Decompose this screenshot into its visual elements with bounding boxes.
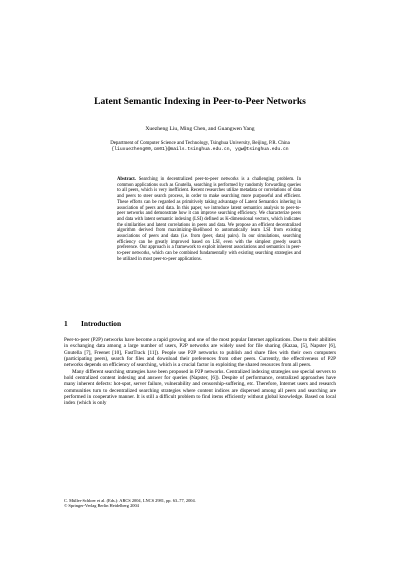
affiliation-department: Department of Computer Science and Technology, Tsinghua University, Beijing, P.R. China xyxy=(110,141,290,146)
section-body xyxy=(64,337,336,407)
section-number: 1 xyxy=(64,319,68,328)
abstract-text: Searching in decentralized peer-to-peer networks is a challenging problem. In common applications such as Gnutella, searching is performed by randomly forwarding queries to all peers, which is very inefficient. Recent researches utilize metadata or correlations of data and peers to steer search process, in order to make searching more purposeful and efficient. These efforts can be regarded as primitively taking advantage of Latent Semantics inhering in association of peers and data. In this paper, we introduce latent semantics analysis to peer-to-peer networks and demonstrate how it can improve searching efficiency. We characterize peers and data with latent semantic indexing (LSI) defined as K-dimensional vectors, which indicates the similarities and latent correlations in peers and data. We propose an efficient decentralized algorithm derived from maximizing-likelihood to automatically learn LSI from existing associations of peers and data (i.e. from (peer, data) pairs). In our simulations, searching efficiency can be greatly improved based on LSI, even with the simplest greedy search preference. Our approach is a framework to exploit inherent associations and semantics in peer-to-peer networks, which can be combined fundamentally with existing searching strategies and be utilized in most peer-to-peer applications. xyxy=(117,177,302,262)
paper-authors: Xuezheng Liu, Ming Chen, and Guangwen Yang xyxy=(145,126,255,132)
footer xyxy=(64,498,336,508)
abstract xyxy=(117,177,301,263)
footer-copyright: © Springer-Verlag Berlin Heidelberg 2004 xyxy=(64,503,139,509)
paper-title: Latent Semantic Indexing in Peer-to-Peer Networks xyxy=(94,96,306,107)
section-title: Introduction xyxy=(81,319,122,328)
abstract-label: Abstract. xyxy=(117,177,136,182)
section-heading xyxy=(64,319,121,328)
paragraph-2: Many different searching strategies have been proposed in P2P networks. Centralized indexing strategies use special servers to hold centralized content indexing and answer for queries (Napster, [6]). Despite of performance, centralized approaches have many inherent defects: hot-spot, server failure, vulnerability and censorship-suffering, etc. Therefore, Internet users and research communities turn to decentralized searching strategies where content indices are dispersed among all peers and searching are performed in cooperative manner. It is still a difficult problem to find items efficiently without global knowledge. Based on local index (which is only xyxy=(64,368,336,407)
affiliation-emails: {liuxuezheng00,cm01}@mails.tsinghua.edu.cn, ygw@tsinghua.edu.cn xyxy=(111,147,289,153)
paragraph-1: Peer-to-peer (P2P) networks have become a rapid growing and one of the most popular Internet applications. Due to their abilities in exchanging data among a large number of users, P2P networks are widely used for file sharing (Kazaa, [5], Napster [6], Gnutella [7], Freenet [10], FastTrack [11]). People use P2P networks to publish and share files with their own computers (participating peers), search for files and download their preferences from other peers. Currently, the effectiveness of P2P networks depends on efficiency of searching, which is a crucial factor in exploiting the shared resources from all peers. xyxy=(64,337,336,369)
affiliation xyxy=(70,141,330,154)
footer-citation: C. Müller-Schloer et al. (Eds.): ARCS 2004, LNCS 2981, pp. 63–77, 2004. xyxy=(64,498,196,503)
